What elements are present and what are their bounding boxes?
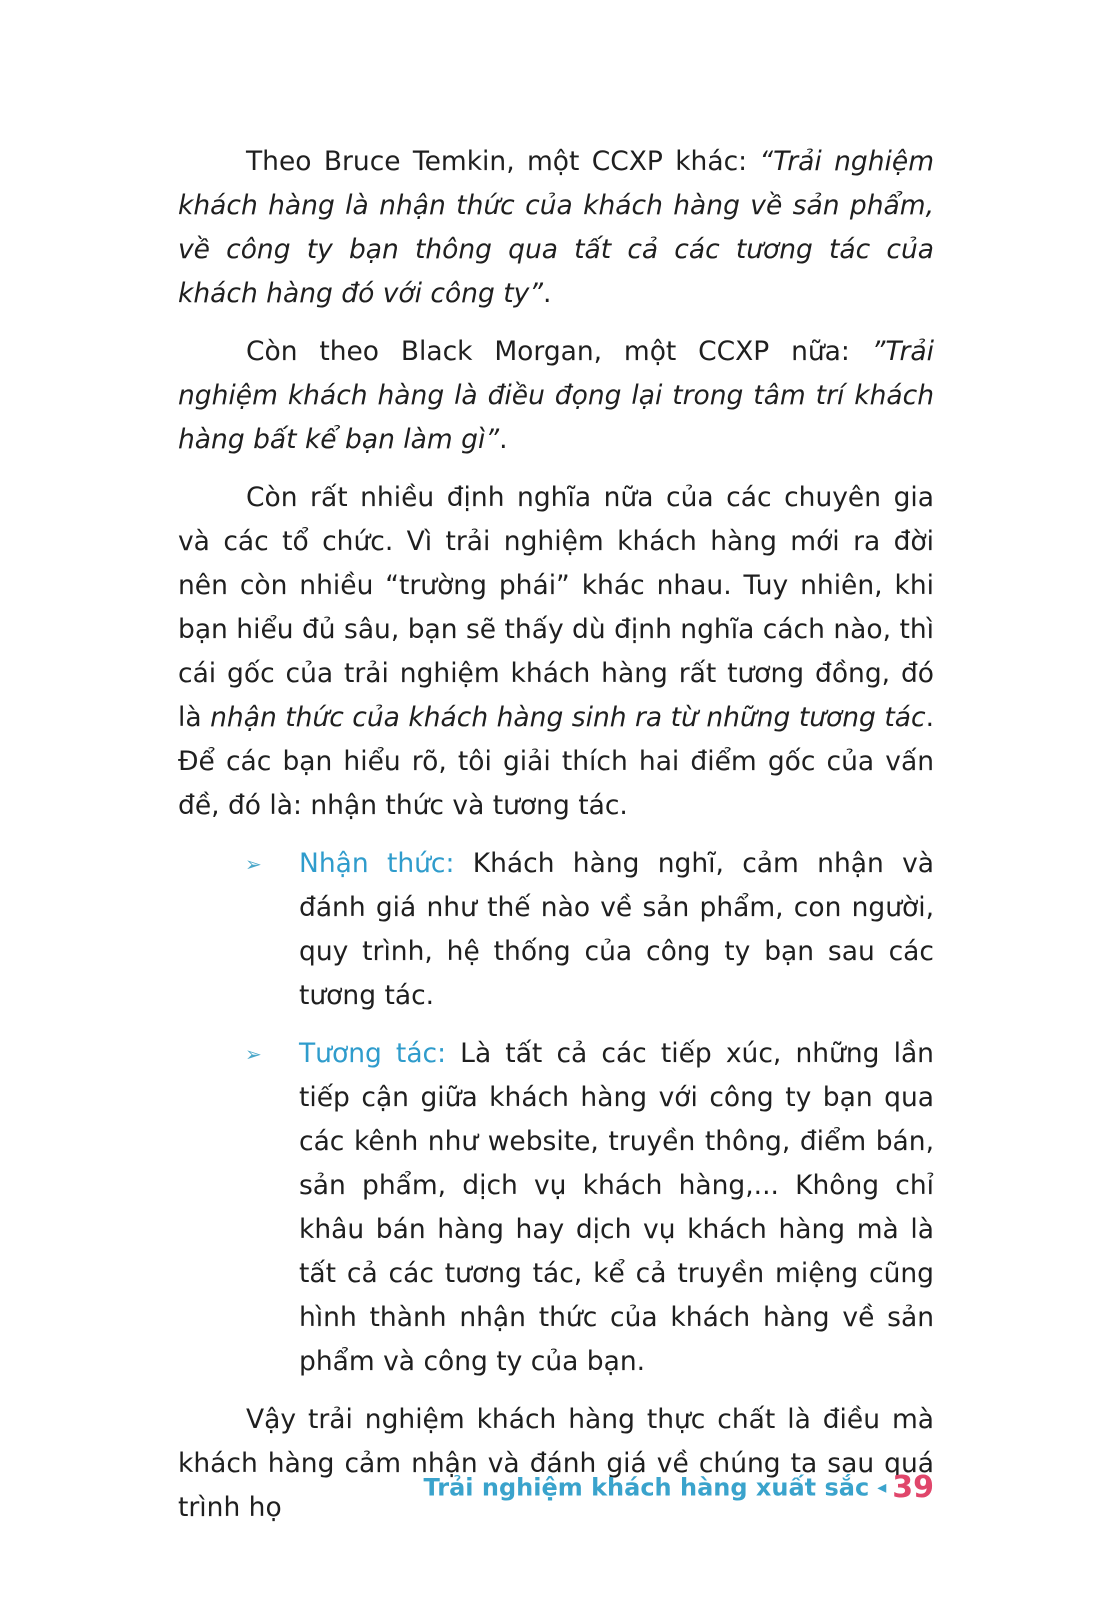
triangle-left-icon: ◂ (877, 1477, 887, 1498)
emphasis-core-idea: nhận thức của khách hàng sinh ra từ những tương tác (210, 702, 926, 733)
paragraph-temkin-definition (178, 140, 934, 316)
bullet-list (178, 842, 934, 1384)
paragraph-lead: Còn theo Black Morgan, một CCXP nữa: (246, 336, 872, 367)
page-body (178, 140, 934, 1544)
bullet-item-interaction (245, 1032, 934, 1384)
paragraph-lead: Còn rất nhiều định nghĩa nữa của các chuyên gia và các tổ chức. Vì trải nghiệm khách hàng mới ra đời nên còn nhiều “trường phái” khác nhau. Tuy nhiên, khi bạn hiểu đủ sâu, bạn sẽ thấy dù định nghĩa cách nào, thì cái gốc của trải nghiệm khách hàng rất tương đồng, đó là (178, 482, 934, 733)
bullet-text: Khách hàng nghĩ, cảm nhận và đánh giá như thế nào về sản phẩm, con người, quy trình, hệ thống của công ty bạn sau các tương tác. (299, 848, 934, 1011)
bullet-term: Nhận thức: (299, 848, 455, 879)
paragraph-tail: . (499, 424, 508, 455)
page-number: 39 (892, 1470, 934, 1505)
page-footer (0, 1470, 934, 1505)
bullet-text: Là tất cả các tiếp xúc, những lần tiếp cận giữa khách hàng với công ty bạn qua các kênh như website, truyền thông, điểm bán, sản phẩm, dịch vụ khách hàng,... Không chỉ khâu bán hàng hay dịch vụ khách hàng mà là tất cả các tương tác, kể cả truyền miệng cũng hình thành nhận thức của khách hàng về sản phẩm và công ty của bạn. (299, 1038, 934, 1377)
paragraph-lead: Theo Bruce Temkin, một CCXP khác: (246, 146, 760, 177)
paragraph-tail: . (543, 278, 552, 309)
quote-temkin: “Trải nghiệm khách hàng là nhận thức của khách hàng về sản phẩm, về công ty bạn thông qua tất cả các tương tác của khách hàng đó với công ty” (178, 146, 935, 309)
quote-morgan: ”Trải nghiệm khách hàng là điều đọng lại trong tâm trí khách hàng bất kể bạn làm gì” (178, 336, 934, 455)
arrow-bullet-icon: ➢ (245, 852, 262, 876)
paragraph-morgan-definition (178, 330, 934, 462)
bullet-term: Tương tác: (299, 1038, 447, 1069)
bullet-item-perception (245, 842, 934, 1018)
book-title: Trải nghiệm khách hàng xuất sắc (423, 1473, 870, 1502)
paragraph-definitions-summary (178, 476, 934, 828)
paragraph-tail: . Để các bạn hiểu rõ, tôi giải thích hai điểm gốc của vấn đề, đó là: nhận thức và tương tác. (178, 702, 934, 821)
paragraph-conclusion: Vậy trải nghiệm khách hàng thực chất là điều mà khách hàng cảm nhận và đánh giá về chúng ta sau quá trình họ (178, 1404, 934, 1523)
arrow-bullet-icon: ➢ (245, 1042, 262, 1066)
